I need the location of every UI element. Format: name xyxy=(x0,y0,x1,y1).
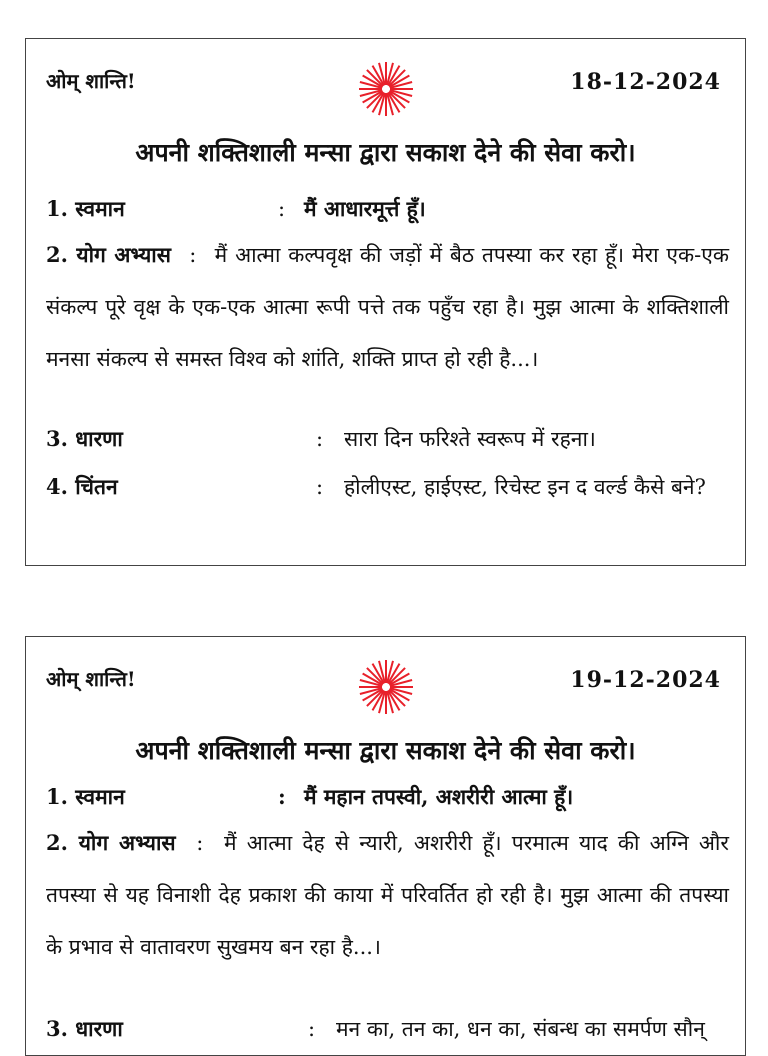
greeting: ओम् शान्ति! xyxy=(46,69,136,93)
yoga-label: 2. योग अभ्यास xyxy=(46,242,171,267)
yoga-text: मैं आत्मा देह से न्यारी, अशरीरी हूँ। परमात्म याद की अग्नि और तपस्या से यह विनाशी देह प्रकाश की काया में परिवर्तित हो रही है। मुझ आत्मा की तपस्या के प्रभाव से वातावरण सुखमय बन रहा है...। xyxy=(46,831,729,959)
card-title: अपनी शक्तिशाली मन्सा द्वारा सकाश देने की सेवा करो। xyxy=(135,138,636,167)
emblem-center xyxy=(382,684,389,691)
yoga-label: 2. योग अभ्यास xyxy=(46,830,176,855)
yoga-colon: : xyxy=(189,243,197,267)
dharana-colon: : xyxy=(316,427,324,451)
daily-card-1 xyxy=(25,38,746,566)
chintan-colon: : xyxy=(316,475,324,499)
yoga-text: मैं आत्मा कल्पवृक्ष की जड़ों में बैठ तपस्या कर रहा हूँ। मेरा एक-एक संकल्प पूरे वृक्ष के एक-एक आत्मा रूपी पत्ते तक पहुँच रहा है। मुझ आत्मा के शक्तिशाली मनसा संकल्प से समस्त विश्व को शांति, शक्ति प्राप्त हो रही है...। xyxy=(46,243,729,371)
swaman-label: 1. स्वमान xyxy=(46,784,125,809)
swaman-text: मैं आधारमूर्त्त हूँ। xyxy=(304,196,426,221)
yoga-colon: : xyxy=(196,831,204,855)
swaman-colon: : xyxy=(278,197,286,221)
swaman-colon: : xyxy=(278,784,286,809)
sun-ray-emblem-icon xyxy=(356,59,416,119)
daily-card-2 xyxy=(25,636,746,1056)
dharana-text: सारा दिन फरिश्ते स्वरूप में रहना। xyxy=(344,427,596,451)
swaman-text: मैं महान तपस्वी, अशरीरी आत्मा हूँ। xyxy=(304,784,574,809)
card-header xyxy=(26,659,745,719)
yoga-paragraph xyxy=(46,817,729,973)
greeting: ओम् शान्ति! xyxy=(46,667,136,691)
dharana-text: मन का, तन का, धन का, संबन्ध का समर्पण सौन् xyxy=(336,1017,705,1041)
yoga-paragraph xyxy=(46,229,729,385)
swaman-label: 1. स्वमान xyxy=(46,196,125,221)
emblem-center xyxy=(382,86,389,93)
dharana-label: 3. धारणा xyxy=(46,426,123,451)
chintan-label: 4. चिंतन xyxy=(46,474,118,499)
sun-ray-emblem-icon xyxy=(356,657,416,717)
date: 18-12-2024 xyxy=(570,69,721,95)
card-header xyxy=(26,61,745,121)
dharana-label: 3. धारणा xyxy=(46,1016,123,1041)
date: 19-12-2024 xyxy=(570,667,721,693)
chintan-text: होलीएस्ट, हाईएस्ट, रिचेस्ट इन द वर्ल्ड कैसे बने? xyxy=(344,475,706,499)
card-title: अपनी शक्तिशाली मन्सा द्वारा सकाश देने की सेवा करो। xyxy=(135,736,636,765)
dharana-colon: : xyxy=(308,1017,316,1041)
